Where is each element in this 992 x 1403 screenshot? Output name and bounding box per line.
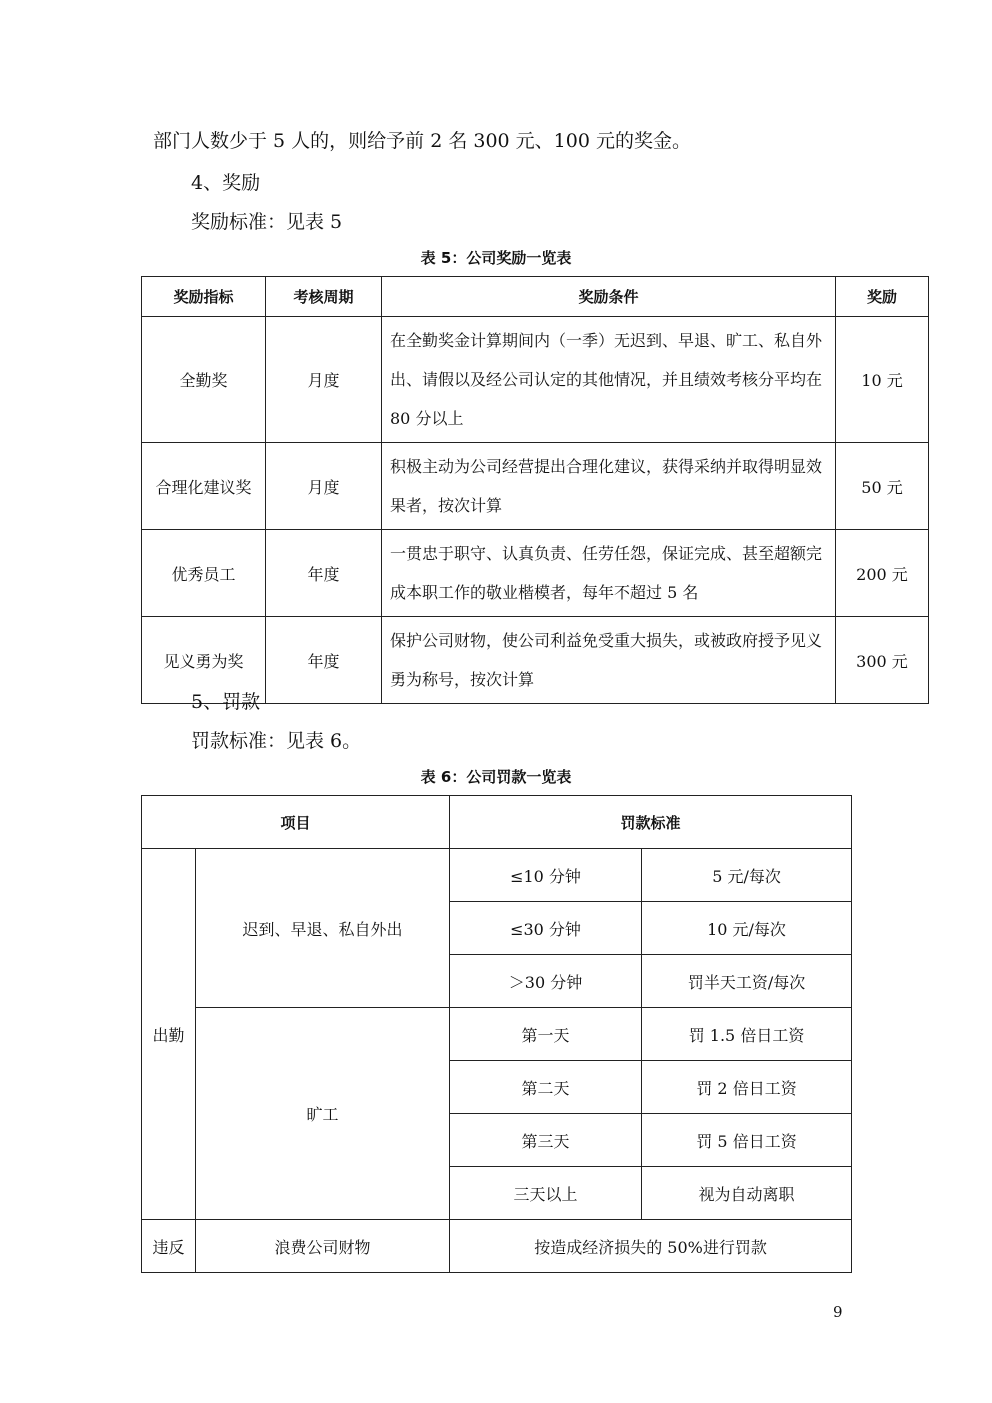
header-reward: 奖励: [836, 277, 929, 317]
fine-condition: 第一天: [450, 1008, 642, 1061]
reward-name: 合理化建议奖: [142, 443, 266, 530]
header-period: 考核周期: [266, 277, 382, 317]
reward-amount: 10 元: [836, 317, 929, 443]
violation-fine: 按造成经济损失的 50%进行罚款: [450, 1220, 852, 1273]
header-condition: 奖励条件: [382, 277, 836, 317]
fine-table: [141, 795, 852, 1273]
reward-condition: 保护公司财物，使公司利益免受重大损失，或被政府授予见义勇为称号，按次计算: [382, 617, 836, 704]
fine-amount: 罚 5 倍日工资: [642, 1114, 852, 1167]
group-late: 迟到、早退、私自外出: [196, 849, 450, 1008]
reward-condition: 在全勤奖金计算期间内（一季）无迟到、早退、旷工、私自外出、请假以及经公司认定的其他情况，并且绩效考核分平均在 80 分以上: [382, 317, 836, 443]
fine-amount: 5 元/每次: [642, 849, 852, 902]
reward-period: 年度: [266, 617, 382, 704]
table6-caption: 表 6：公司罚款一览表: [420, 768, 572, 786]
fine-condition: 第二天: [450, 1061, 642, 1114]
reward-amount: 50 元: [836, 443, 929, 530]
fine-condition: 三天以上: [450, 1167, 642, 1220]
reward-name: 优秀员工: [142, 530, 266, 617]
header-standard: 罚款标准: [450, 796, 852, 849]
fine-amount: 罚 1.5 倍日工资: [642, 1008, 852, 1061]
category-violation: 违反: [142, 1220, 196, 1273]
fine-amount: 视为自动离职: [642, 1167, 852, 1220]
violation-item: 浪费公司财物: [196, 1220, 450, 1273]
table-row: [142, 849, 852, 902]
page-number: 9: [833, 1303, 843, 1321]
fine-amount: 罚半天工资/每次: [642, 955, 852, 1008]
section-heading-fines: 5、罚款: [191, 691, 261, 713]
reward-name: 全勤奖: [142, 317, 266, 443]
table-row: [142, 443, 929, 530]
reward-period: 月度: [266, 317, 382, 443]
paragraph-1: 部门人数少于 5 人的，则给予前 2 名 300 元、100 元的奖金。: [153, 130, 691, 152]
reward-amount: 200 元: [836, 530, 929, 617]
reward-table: [141, 276, 929, 704]
reward-period: 月度: [266, 443, 382, 530]
reward-condition: 积极主动为公司经营提出合理化建议，获得采纳并取得明显效果者，按次计算: [382, 443, 836, 530]
fine-condition: ＞30 分钟: [450, 955, 642, 1008]
reward-period: 年度: [266, 530, 382, 617]
header-item: 项目: [142, 796, 450, 849]
fine-condition: ≤30 分钟: [450, 902, 642, 955]
fine-condition: 第三天: [450, 1114, 642, 1167]
section-heading-rewards: 4、奖励: [191, 172, 261, 194]
category-attendance: 出勤: [142, 849, 196, 1220]
table-row: [142, 317, 929, 443]
fine-condition: ≤10 分钟: [450, 849, 642, 902]
fine-amount: 10 元/每次: [642, 902, 852, 955]
paragraph-reward-standard: 奖励标准：见表 5: [191, 211, 343, 233]
table5-caption: 表 5：公司奖励一览表: [420, 249, 572, 267]
reward-amount: 300 元: [836, 617, 929, 704]
paragraph-fine-standard: 罚款标准：见表 6。: [191, 730, 362, 752]
table-row: [142, 530, 929, 617]
fine-amount: 罚 2 倍日工资: [642, 1061, 852, 1114]
table-row: [142, 1008, 852, 1061]
table-row: [142, 1220, 852, 1273]
reward-condition: 一贯忠于职守、认真负责、任劳任怨，保证完成、甚至超额完成本职工作的敬业楷模者，每年不超过 5 名: [382, 530, 836, 617]
header-reward-index: 奖励指标: [142, 277, 266, 317]
reward-name: 见义勇为奖: [142, 617, 266, 704]
group-absent: 旷工: [196, 1008, 450, 1220]
